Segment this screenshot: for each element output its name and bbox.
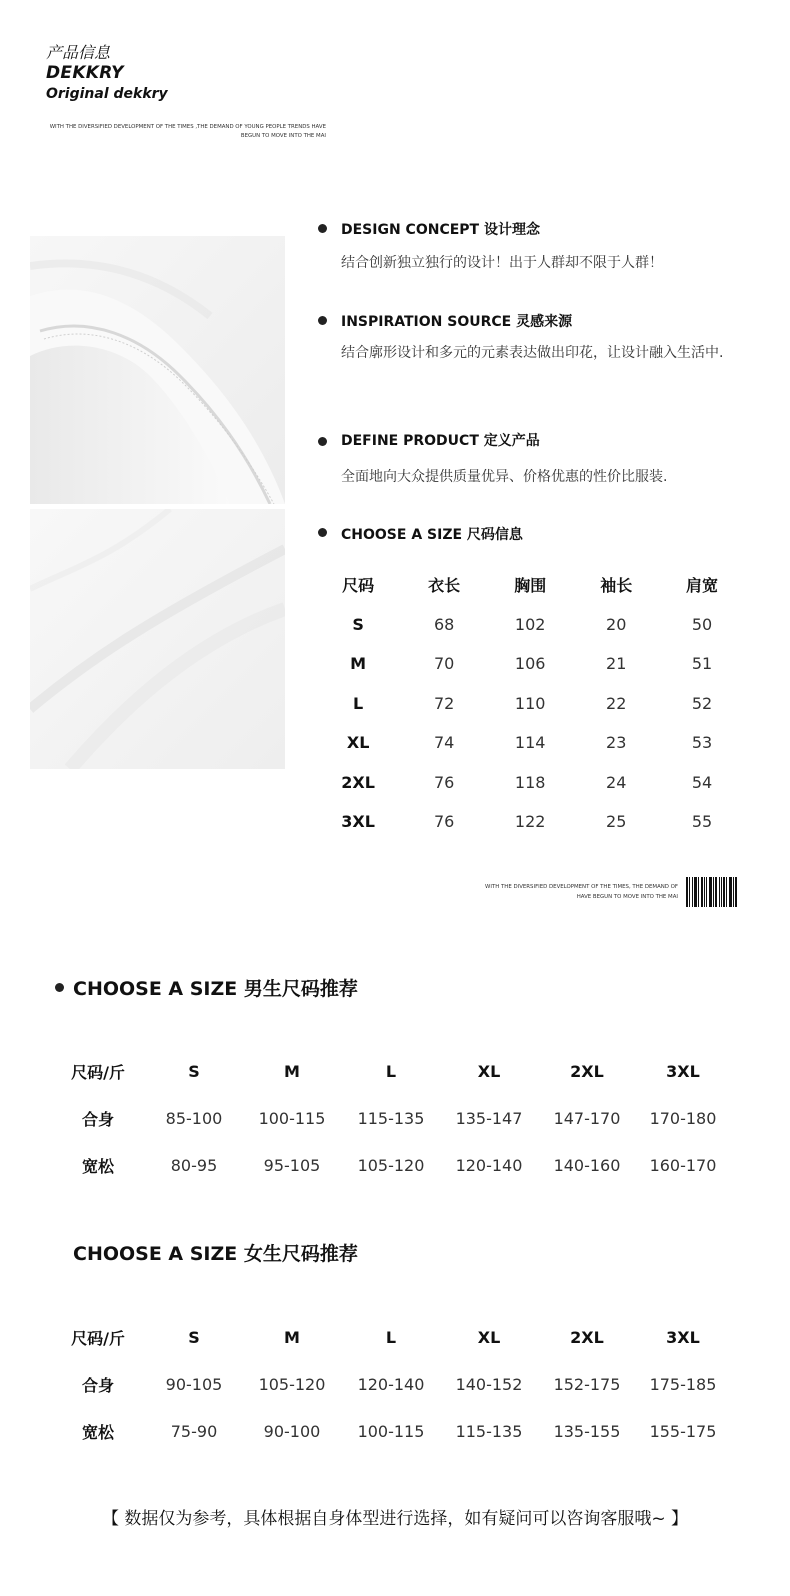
header-cell: XL bbox=[477, 1328, 501, 1347]
bullet-icon bbox=[318, 528, 327, 537]
table-cell: 106 bbox=[514, 654, 546, 674]
table-cell: 76 bbox=[434, 812, 455, 832]
table-cell: 100-115 bbox=[258, 1109, 326, 1128]
table-cell: 135-155 bbox=[553, 1422, 621, 1441]
section-design-concept-title: DESIGN CONCEPT 设计理念 bbox=[341, 222, 540, 238]
table-cell: 68 bbox=[434, 614, 455, 634]
section-define-product-body: 全面地向大众提供质量优异、价格优惠的性价比服装. bbox=[341, 469, 668, 485]
table-cell: 170-180 bbox=[649, 1109, 717, 1128]
header-cell: M bbox=[284, 1062, 300, 1081]
table-cell: 120-140 bbox=[455, 1156, 523, 1175]
size-cell: S bbox=[352, 614, 364, 634]
women-size-table bbox=[50, 1314, 730, 1455]
table-cell: 21 bbox=[606, 654, 627, 674]
header-cell: S bbox=[188, 1328, 200, 1347]
brand-name: DEKKRY bbox=[46, 63, 124, 83]
table-row bbox=[315, 763, 745, 803]
header-cell: 尺码/斤 bbox=[71, 1063, 125, 1082]
brand-subtitle: Original dekkry bbox=[46, 86, 168, 102]
barcode-icon bbox=[686, 877, 740, 907]
table-cell: 95-105 bbox=[263, 1156, 321, 1175]
size-table bbox=[315, 565, 745, 842]
size-cell: M bbox=[350, 654, 367, 674]
section-choose-size-title: CHOOSE A SIZE 尺码信息 bbox=[341, 527, 523, 543]
table-row bbox=[50, 1408, 730, 1455]
table-row bbox=[315, 684, 745, 724]
section-inspiration-body: 结合廓形设计和多元的元素表达做出印花，让设计融入生活中. bbox=[341, 345, 724, 361]
table-cell: 110 bbox=[514, 693, 546, 713]
table-cell: 175-185 bbox=[649, 1375, 717, 1394]
table-cell: 160-170 bbox=[649, 1156, 717, 1175]
header-cell: L bbox=[385, 1062, 397, 1081]
header-cell: 衣长 bbox=[428, 576, 461, 596]
table-cell: 105-120 bbox=[258, 1375, 326, 1394]
bullet-icon bbox=[318, 316, 327, 325]
table-row bbox=[50, 1361, 730, 1408]
header-cell: 尺码/斤 bbox=[71, 1329, 125, 1348]
bullet-icon bbox=[55, 983, 64, 992]
table-cell: 25 bbox=[606, 812, 627, 832]
bullet-icon bbox=[318, 224, 327, 233]
size-cell: 2XL bbox=[341, 772, 375, 792]
table-row bbox=[315, 644, 745, 684]
table-cell: 76 bbox=[434, 772, 455, 792]
table-cell: 70 bbox=[434, 654, 455, 674]
header-cell: S bbox=[188, 1062, 200, 1081]
table-cell: 115-135 bbox=[357, 1109, 425, 1128]
fabric-photo-sleeve bbox=[30, 509, 285, 769]
table-cell: 22 bbox=[606, 693, 627, 713]
section-design-concept-body: 结合创新独立独行的设计！出于人群却不限于人群！ bbox=[341, 255, 663, 271]
header-title-cn: 产品信息 bbox=[46, 43, 111, 62]
table-cell: 100-115 bbox=[357, 1422, 425, 1441]
men-table-header bbox=[50, 1048, 730, 1095]
men-size-title: CHOOSE A SIZE 男生尺码推荐 bbox=[73, 978, 358, 1000]
table-cell: 152-175 bbox=[553, 1375, 621, 1394]
fit-label: 合身 bbox=[81, 1376, 114, 1395]
table-cell: 90-100 bbox=[263, 1422, 321, 1441]
table-cell: 120-140 bbox=[357, 1375, 425, 1394]
table-cell: 135-147 bbox=[455, 1109, 523, 1128]
table-cell: 53 bbox=[691, 733, 713, 753]
bullet-icon bbox=[318, 437, 327, 446]
table-cell: 140-160 bbox=[553, 1156, 621, 1175]
women-table-header bbox=[50, 1314, 730, 1361]
fit-label: 宽松 bbox=[81, 1157, 114, 1176]
table-row bbox=[315, 723, 745, 763]
header-tagline-line1: WITH THE DIVERSIFIED DEVELOPMENT OF THE TIMES ,THE DEMAND OF YOUNG PEOPLE TRENDS HAVE bbox=[49, 124, 326, 130]
table-cell: 102 bbox=[514, 614, 546, 634]
size-cell: XL bbox=[346, 733, 370, 753]
header-cell: 尺码 bbox=[342, 576, 375, 596]
fabric-photo-collar bbox=[30, 236, 285, 504]
table-cell: 51 bbox=[691, 654, 713, 674]
table-cell: 85-100 bbox=[165, 1109, 223, 1128]
women-size-title: CHOOSE A SIZE 女生尺码推荐 bbox=[73, 1243, 358, 1265]
fit-label: 宽松 bbox=[81, 1423, 114, 1442]
table-row bbox=[315, 605, 745, 645]
table-cell: 23 bbox=[606, 733, 627, 753]
men-size-table bbox=[50, 1048, 730, 1189]
table-cell: 114 bbox=[514, 733, 546, 753]
table-cell: 55 bbox=[691, 812, 713, 832]
table-cell: 105-120 bbox=[357, 1156, 425, 1175]
table-cell: 90-105 bbox=[165, 1375, 223, 1394]
header-cell: L bbox=[385, 1328, 397, 1347]
header-cell: 3XL bbox=[666, 1328, 700, 1347]
table-cell: 140-152 bbox=[455, 1375, 523, 1394]
footer-tagline bbox=[440, 882, 678, 902]
table-row bbox=[50, 1095, 730, 1142]
footer-tagline-line2: HAVE BEGUN TO MOVE INTO THE MAI bbox=[576, 894, 678, 900]
header-cell: 胸围 bbox=[514, 576, 547, 596]
table-cell: 75-90 bbox=[170, 1422, 218, 1441]
footer-note: 【 数据仅为参考，具体根据自身体型进行选择，如有疑问可以咨询客服哦~ 】 bbox=[101, 1509, 689, 1529]
header-tagline bbox=[44, 123, 326, 141]
table-cell: 52 bbox=[691, 693, 713, 713]
header-cell: 2XL bbox=[570, 1062, 604, 1081]
table-cell: 54 bbox=[691, 772, 713, 792]
header-cell: 肩宽 bbox=[686, 576, 719, 596]
size-table-header bbox=[315, 565, 745, 605]
size-cell: L bbox=[353, 693, 364, 713]
header-cell: M bbox=[284, 1328, 300, 1347]
header-cell: XL bbox=[477, 1062, 501, 1081]
header-cell: 袖长 bbox=[600, 576, 633, 596]
table-cell: 122 bbox=[514, 812, 546, 832]
size-cell: 3XL bbox=[341, 812, 375, 832]
table-cell: 147-170 bbox=[553, 1109, 621, 1128]
section-inspiration-title: INSPIRATION SOURCE 灵感来源 bbox=[341, 314, 573, 330]
table-cell: 24 bbox=[606, 772, 627, 792]
table-cell: 20 bbox=[606, 614, 627, 634]
table-cell: 80-95 bbox=[170, 1156, 218, 1175]
header-cell: 3XL bbox=[666, 1062, 700, 1081]
table-row bbox=[50, 1142, 730, 1189]
table-row bbox=[315, 802, 745, 842]
fit-label: 合身 bbox=[81, 1110, 114, 1129]
table-cell: 72 bbox=[434, 693, 455, 713]
header-cell: 2XL bbox=[570, 1328, 604, 1347]
header-tagline-line2: BEGUN TO MOVE INTO THE MAI bbox=[240, 133, 326, 139]
section-define-product-title: DEFINE PRODUCT 定义产品 bbox=[341, 433, 540, 449]
table-cell: 74 bbox=[434, 733, 455, 753]
footer-tagline-line1: WITH THE DIVERSIFIED DEVELOPMENT OF THE TIMES, THE DEMAND OF bbox=[485, 884, 678, 890]
table-cell: 115-135 bbox=[455, 1422, 523, 1441]
table-cell: 155-175 bbox=[649, 1422, 717, 1441]
table-cell: 118 bbox=[514, 772, 546, 792]
table-cell: 50 bbox=[691, 614, 713, 634]
